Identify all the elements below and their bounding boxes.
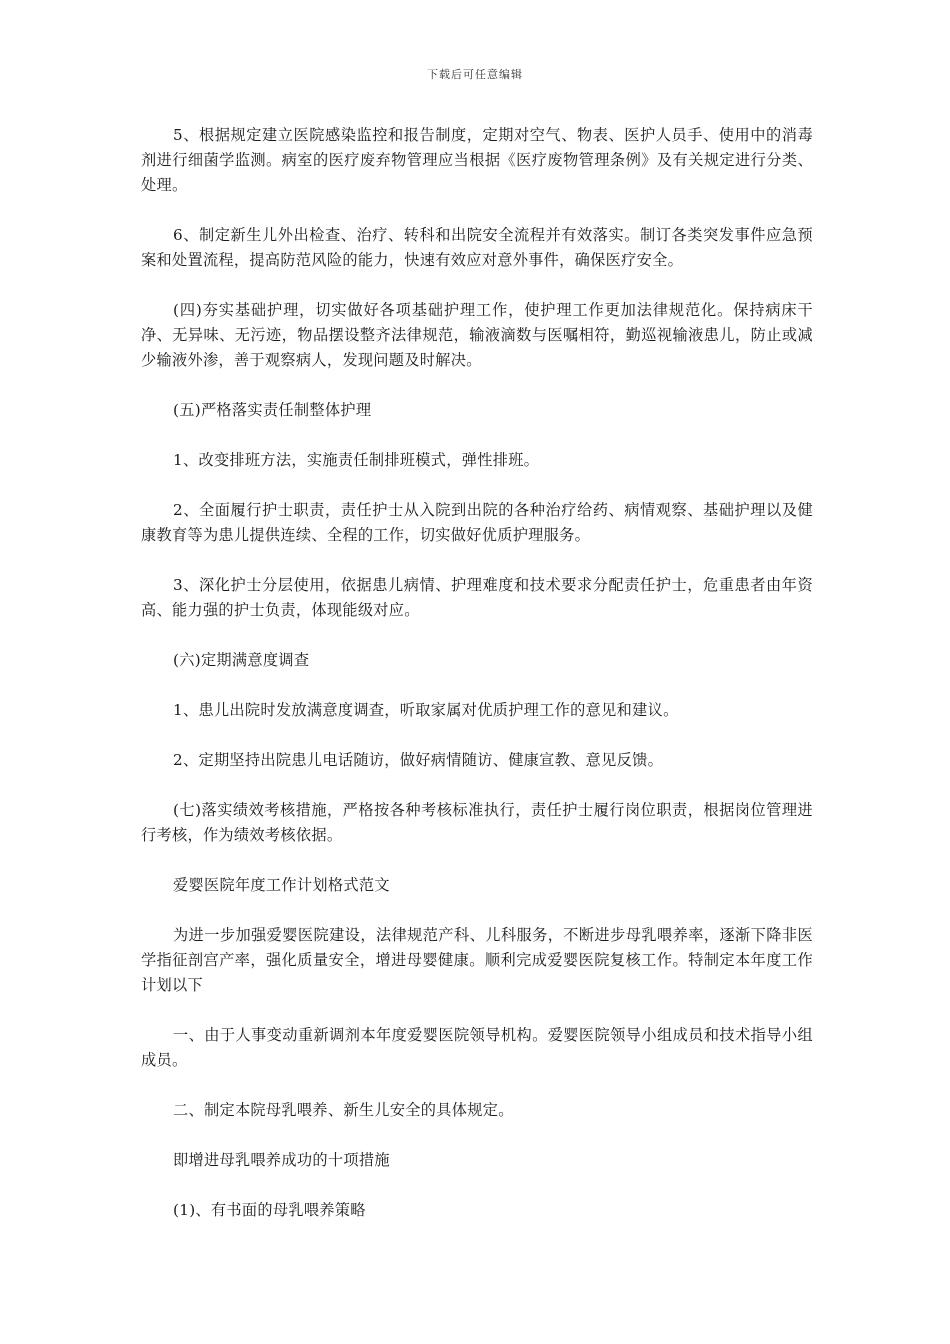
document-body [141, 123, 813, 1248]
paragraph-leadership: 一、由于人事变动重新调剂本年度爱婴医院领导机构。爱婴医院领导小组成员和技术指导小组成员。 [141, 1026, 813, 1069]
page-header: 下载后可任意编辑 [427, 68, 523, 81]
paragraph-nurse-levels: 3、深化护士分层使用，依据患儿病情、护理难度和技术要求分配责任护士，危重患者由年资高、能力强的护士负责，体现能级对应。 [141, 576, 813, 619]
paragraph-plan-intro: 为进一步加强爱婴医院建设，法律规范产科、儿科服务，不断进步母乳喂养率，逐渐下降非医学指征剖宫产率，强化质量安全，增进母婴健康。顺利完成爱婴医院复核工作。特制定本年度工作计划以下 [141, 926, 813, 994]
paragraph-nurse-duties: 2、全面履行护士职责，责任护士从入院到出院的各种治疗给药、病情观察、基础护理以及健康教育等为患儿提供连续、全程的工作，切实做好优质护理服务。 [141, 501, 813, 544]
paragraph-infection-monitoring: 5、根据规定建立医院感染监控和报告制度，定期对空气、物表、医护人员手、使用中的消毒剂进行细菌学监测。病室的医疗废弃物管理应当根据《医疗废物管理条例》及有关规定进行分类、处理。 [141, 126, 813, 194]
section-heading-responsibility: (五)严格落实责任制整体护理 [173, 401, 372, 419]
paragraph-newborn-safety: 6、制定新生儿外出检查、治疗、转科和出院安全流程并有效落实。制订各类突发事件应急预案和处置流程，提高防范风险的能力，快速有效应对意外事件，确保医疗安全。 [141, 226, 813, 269]
paragraph-scheduling: 1、改变排班方法，实施责任制排班模式，弹性排班。 [173, 451, 540, 469]
section-heading-plan-title: 爱婴医院年度工作计划格式范文 [173, 876, 390, 894]
section-heading-satisfaction: (六)定期满意度调查 [173, 651, 310, 669]
paragraph-performance: (七)落实绩效考核措施，严格按各种考核标准执行，责任护士履行岗位职责，根据岗位管理进行考核，作为绩效考核依据。 [141, 801, 813, 844]
paragraph-written-policy: (1)、有书面的母乳喂养策略 [173, 1201, 366, 1219]
paragraph-followup: 2、定期坚持出院患儿电话随访，做好病情随访、健康宣教、意见反馈。 [173, 751, 664, 769]
paragraph-ten-steps: 即增进母乳喂养成功的十项措施 [173, 1151, 390, 1169]
paragraph-regulations: 二、制定本院母乳喂养、新生儿安全的具体规定。 [173, 1101, 514, 1119]
paragraph-basic-nursing: (四)夯实基础护理，切实做好各项基础护理工作，使护理工作更加法律规范化。保持病床干净、无异味、无污迹，物品摆设整齐法律规范，输液滴数与医嘱相符，勤巡视输液患儿，防止或减少输液外渗，善于观察病人，发现问题及时解决。 [141, 301, 813, 369]
paragraph-survey: 1、患儿出院时发放满意度调查，听取家属对优质护理工作的意见和建议。 [173, 701, 679, 719]
